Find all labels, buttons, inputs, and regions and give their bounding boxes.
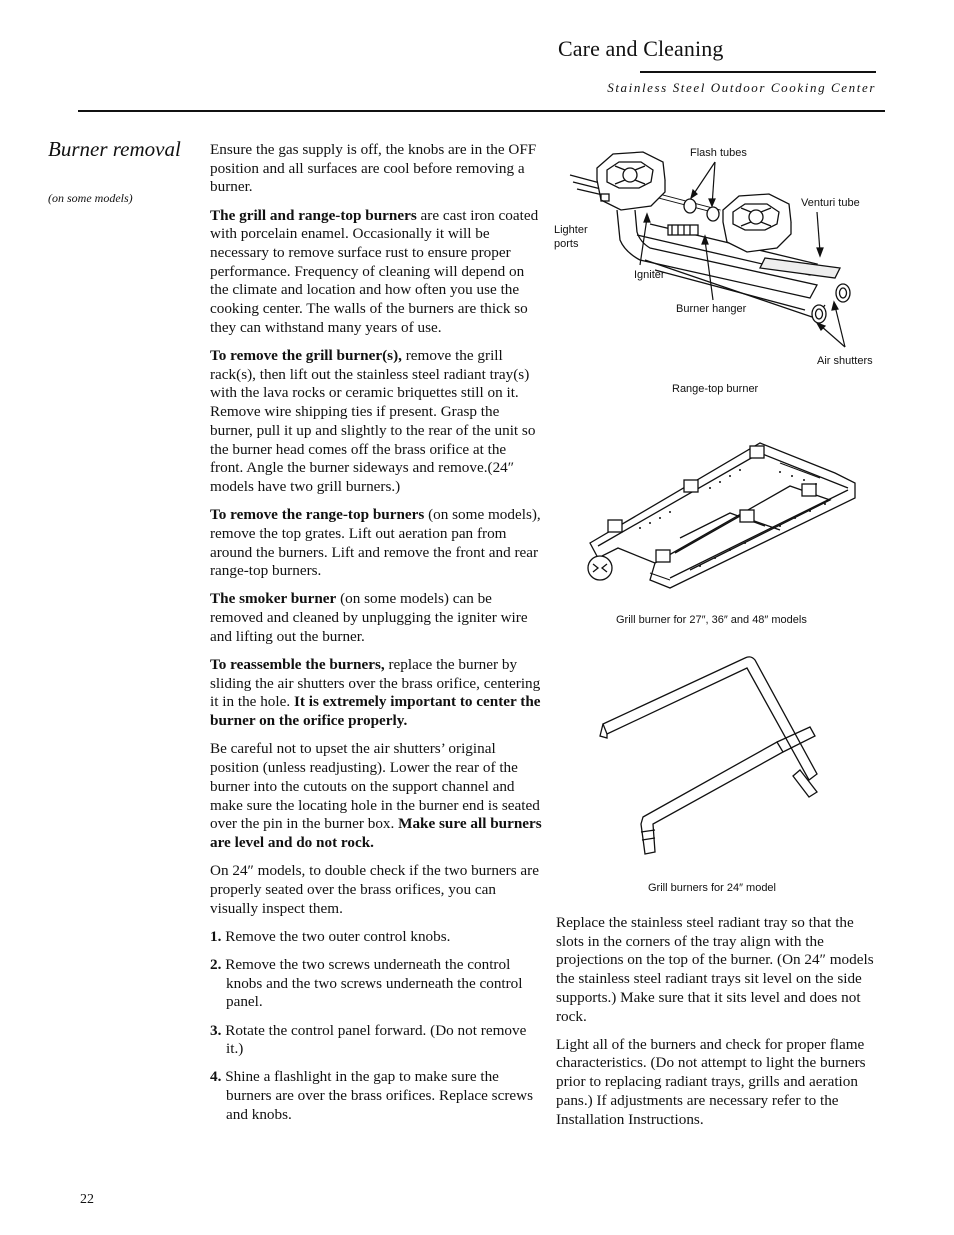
section-divider (78, 110, 885, 112)
caption-grill-burner-large: Grill burner for 27″, 36″ and 48″ models (616, 614, 807, 626)
caption-grill-burner-24: Grill burners for 24″ model (648, 882, 776, 894)
list-item: 1. Remove the two outer control knobs. (210, 927, 451, 945)
paragraph-24-models: On 24″ models, to double check if the two burners are properly seated over the brass orifices, you can visually inspect them. (210, 862, 539, 917)
intro-paragraph: Ensure the gas supply is off, the knobs are in the OFF position and all surfaces are cool before removing a burner. (210, 141, 537, 196)
label-igniter: Igniter (634, 269, 665, 281)
list-item: 4. Shine a flashlight in the gap to make sure the burners are over the brass orifices. Replace screws and knobs. (210, 1068, 533, 1123)
label-air-shutters: Air shutters (817, 355, 873, 367)
header-subtitle: Stainless Steel Outdoor Cooking Center (607, 80, 876, 95)
paragraph-reassemble: To reassemble the burners, replace the burner by sliding the air shutters over the brass orifice, centering it in the hole. It is extremely important to center the burner on the orifice properly. (210, 656, 541, 730)
label-lighter-ports: Lighter ports (554, 224, 588, 250)
grill-burner-24-illustration (595, 652, 830, 877)
paragraph-air-shutters: Be careful not to upset the air shutters’ original position (unless readjusting). Lower the rear of the burner into the cutouts on the support channel and make sure the locating hole in the burner end is seated over the pin in the burner box. Make sure all burners are level and do not rock. (210, 740, 542, 851)
header-rule (640, 71, 876, 73)
paragraph-replace-tray: Replace the stainless steel radiant tray so that the slots in the corners of the tray align with the projections on the top of the burner. (On 24″ models the stainless steel radiant trays sit level on the side supports.) Make sure that it sits level and does not rock. (556, 914, 874, 1025)
paragraph-light-burners: Light all of the burners and check for proper flame characteristics. (Do not attempt to light the burners prior to replacing radiant trays, grills and aeration pans.) If adjustments are necessary refer to the Installation Instructions. (556, 1035, 866, 1128)
paragraph-remove-grill-burner: To remove the grill burner(s), remove the grill rack(s), then lift out the stainless steel radiant tray(s) with the lava rocks or ceramic briquettes still on it. Remove wire shipping ties if present. Grasp the burner, pull it up and slightly to the rear of the unit so the burner head comes off the brass orifice at the front. Angle the burner sideways and remove.(24″ models have two grill burners.) (210, 347, 536, 495)
caption-rangetop-burner: Range-top burner (672, 383, 759, 395)
label-flash-tubes: Flash tubes (690, 147, 747, 159)
header-title: Care and Cleaning (558, 36, 724, 61)
list-item: 3. Rotate the control panel forward. (Do not remove it.) (210, 1021, 527, 1058)
label-venturi-tube: Venturi tube (801, 197, 860, 209)
page-number: 22 (80, 1192, 94, 1207)
paragraph-burners-material: The grill and range-top burners are cast iron coated with porcelain enamel. Occasionally it will be necessary to remove surface rust to ensure proper performance. Frequency of cleaning will depend on the climate and location and how often you use the cooking center. The walls of the burners are thick so they can withstand many years of use. (210, 206, 539, 336)
section-title: Burner removal (48, 137, 181, 161)
list-item: 2. Remove the two screws underneath the control knobs and the two screws underneath the control panel. (210, 955, 523, 1011)
paragraph-remove-rangetop-burner: To remove the range-top burners (on some models), remove the top grates. Lift out aeration pan from around the burners. Lift and remove the front and rear range-top burners. (210, 506, 541, 580)
grill-burner-large-illustration (580, 438, 865, 598)
paragraph-smoker-burner: The smoker burner (on some models) can be removed and cleaned by unplugging the igniter wire and lifting out the burner. (210, 590, 528, 645)
right-column (556, 914, 878, 1139)
rangetop-burner-illustration (555, 140, 880, 370)
left-column (210, 141, 542, 1134)
section-subtitle: (on some models) (48, 191, 133, 205)
label-burner-hanger: Burner hanger (676, 303, 747, 315)
